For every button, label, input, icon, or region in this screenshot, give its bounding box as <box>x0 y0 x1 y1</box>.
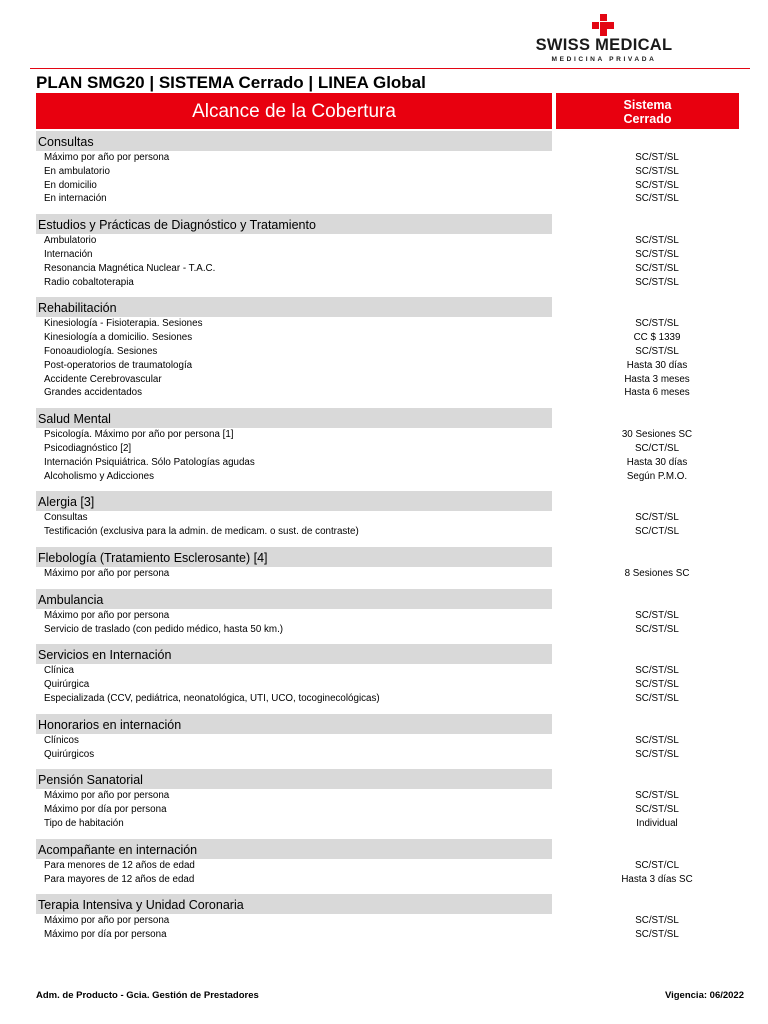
coverage-row <box>0 179 768 193</box>
coverage-item-label: Máximo por año por persona <box>44 609 170 621</box>
coverage-item-label: Tipo de habitación <box>44 817 124 829</box>
coverage-item-label: Internación Psiquiátrica. Sólo Patologías agudas <box>44 456 255 468</box>
coverage-row <box>0 442 768 456</box>
section-header: Honorarios en internación <box>36 714 552 734</box>
coverage-item-value: SC/ST/SL <box>635 179 679 191</box>
section-header: Terapia Intensiva y Unidad Coronaria <box>36 894 552 914</box>
coverage-item-label: Quirúrgicos <box>44 748 95 760</box>
coverage-section <box>0 769 768 830</box>
coverage-section <box>0 839 768 887</box>
coverage-item-value: Individual <box>636 817 678 829</box>
coverage-item-label: Máximo por año por persona <box>44 152 170 163</box>
coverage-item-label: En domicilio <box>44 179 97 191</box>
coverage-item-label: Máximo por año por persona <box>44 915 170 927</box>
coverage-item-value: SC/ST/SL <box>635 609 679 621</box>
coverage-item-label: En ambulatorio <box>44 165 110 177</box>
coverage-section <box>0 408 768 483</box>
coverage-item-value: SC/ST/SL <box>635 248 679 260</box>
coverage-item-label: Kinesiología a domicilio. Sesiones <box>44 332 193 344</box>
section-header: Consultas <box>36 131 552 151</box>
coverage-row <box>0 317 768 331</box>
coverage-row <box>0 817 768 831</box>
coverage-item-value: SC/ST/SL <box>635 804 679 816</box>
coverage-item-label: Consultas <box>44 512 88 524</box>
footer-validity: Vigencia: 06/2022 <box>664 990 744 1001</box>
coverage-row <box>0 262 768 276</box>
coverage-item-value: SC/ST/SL <box>635 929 679 941</box>
coverage-item-value: Hasta 3 días SC <box>621 873 693 885</box>
coverage-row <box>0 234 768 248</box>
coverage-item-label: Ambulatorio <box>44 235 97 247</box>
coverage-item-value: SC/ST/SL <box>635 152 679 163</box>
coverage-item-value: Hasta 30 días <box>626 456 688 468</box>
coverage-row <box>0 276 768 290</box>
coverage-item-value: SC/ST/SL <box>635 276 679 288</box>
coverage-row <box>0 428 768 442</box>
coverage-section <box>0 297 768 400</box>
coverage-item-label: Accidente Cerebrovascular <box>44 373 162 385</box>
coverage-row <box>0 165 768 179</box>
coverage-title-bar <box>36 93 552 129</box>
coverage-item-label: Especializada (CCV, pediátrica, neonatológica, UTI, UCO, tocoginecológicas) <box>44 692 380 704</box>
coverage-item-value: SC/ST/SL <box>635 235 679 247</box>
coverage-row <box>0 151 768 165</box>
coverage-item-label: Testificación (exclusiva para la admin. de medicam. o sust. de contraste) <box>44 526 359 538</box>
coverage-row <box>0 914 768 928</box>
brand-logo <box>534 14 674 64</box>
coverage-item-label: En internación <box>44 193 107 205</box>
coverage-row <box>0 734 768 748</box>
coverage-item-label: Alcoholismo y Adicciones <box>44 470 154 482</box>
section-header: Salud Mental <box>36 408 552 428</box>
coverage-row <box>0 345 768 359</box>
system-column-header <box>556 93 739 129</box>
coverage-item-label: Para mayores de 12 años de edad <box>44 873 195 885</box>
coverage-item-value: SC/ST/SL <box>635 193 679 205</box>
brand-tagline: MEDICINA PRIVADA <box>551 56 657 63</box>
brand-name: SWISS MEDICAL <box>535 36 673 54</box>
coverage-section <box>0 131 768 206</box>
section-header: Ambulancia <box>36 589 552 609</box>
coverage-row <box>0 525 768 539</box>
coverage-item-value: SC/ST/SL <box>635 734 679 746</box>
coverage-row <box>0 511 768 525</box>
coverage-item-value: SC/ST/CL <box>634 859 680 871</box>
coverage-item-value: SC/ST/SL <box>635 790 679 802</box>
coverage-item-label: Máximo por día por persona <box>44 804 167 816</box>
coverage-item-label: Grandes accidentados <box>44 387 143 399</box>
coverage-section <box>0 214 768 289</box>
coverage-row <box>0 623 768 637</box>
section-header: Alergia [3] <box>36 491 552 511</box>
coverage-row <box>0 664 768 678</box>
coverage-section <box>0 547 768 581</box>
coverage-item-label: Fonoaudiología. Sesiones <box>44 345 158 357</box>
section-header: Servicios en Internación <box>36 644 552 664</box>
coverage-item-value: SC/ST/SL <box>635 915 679 927</box>
coverage-item-label: Internación <box>44 248 93 260</box>
coverage-item-label: Máximo por año por persona <box>44 567 170 579</box>
coverage-section <box>0 491 768 539</box>
coverage-row <box>0 678 768 692</box>
system-column-line1: Sistema <box>623 98 672 112</box>
coverage-row <box>0 470 768 484</box>
header-divider <box>30 68 750 69</box>
coverage-row <box>0 789 768 803</box>
coverage-item-label: Radio cobaltoterapia <box>44 276 134 288</box>
section-header: Estudios y Prácticas de Diagnóstico y Tratamiento <box>36 214 552 234</box>
coverage-section <box>0 714 768 762</box>
coverage-row <box>0 248 768 262</box>
coverage-item-label: Post-operatorios de traumatología <box>44 359 193 371</box>
coverage-row <box>0 373 768 387</box>
coverage-item-value: SC/ST/SL <box>635 318 679 330</box>
section-header: Rehabilitación <box>36 297 552 317</box>
coverage-item-value: SC/ST/SL <box>635 665 679 677</box>
coverage-section <box>0 589 768 637</box>
coverage-item-value: SC/ST/SL <box>635 345 679 357</box>
coverage-item-value: SC/ST/SL <box>635 679 679 691</box>
coverage-item-value: SC/ST/SL <box>635 512 679 524</box>
coverage-item-value: SC/CT/SL <box>634 442 680 454</box>
system-column-line2: Cerrado <box>623 112 672 126</box>
coverage-row <box>0 192 768 206</box>
coverage-item-label: Psicodiagnóstico [2] <box>44 442 132 454</box>
coverage-section <box>0 894 768 942</box>
coverage-item-label: Kinesiología - Fisioterapia. Sesiones <box>44 318 203 330</box>
coverage-item-label: Para menores de 12 años de edad <box>44 859 195 871</box>
coverage-item-value: CC $ 1339 <box>633 332 681 344</box>
coverage-item-value: Según P.M.O. <box>626 470 688 482</box>
coverage-row <box>0 609 768 623</box>
coverage-item-label: Máximo por año por persona <box>44 790 170 802</box>
plan-title: PLAN SMG20 | SISTEMA Cerrado | LINEA Global <box>36 73 426 92</box>
coverage-item-value: SC/ST/SL <box>635 262 679 274</box>
coverage-row <box>0 692 768 706</box>
section-header: Acompañante en internación <box>36 839 552 859</box>
coverage-item-value: SC/ST/SL <box>635 623 679 635</box>
coverage-item-label: Servicio de traslado (con pedido médico, hasta 50 km.) <box>44 623 284 635</box>
coverage-item-value: Hasta 6 meses <box>624 387 690 399</box>
coverage-row <box>0 359 768 373</box>
coverage-item-label: Resonancia Magnética Nuclear - T.A.C. <box>44 262 216 274</box>
coverage-item-value: SC/ST/SL <box>635 165 679 177</box>
section-header: Pensión Sanatorial <box>36 769 552 789</box>
coverage-item-value: SC/CT/SL <box>634 526 680 538</box>
coverage-row <box>0 386 768 400</box>
coverage-row <box>0 748 768 762</box>
coverage-item-value: Hasta 30 días <box>626 359 688 371</box>
coverage-item-label: Clínica <box>44 665 74 677</box>
coverage-row <box>0 859 768 873</box>
coverage-item-value: Hasta 3 meses <box>624 373 690 385</box>
coverage-row <box>0 456 768 470</box>
coverage-title: Alcance de la Cobertura <box>192 101 396 122</box>
coverage-item-value: SC/ST/SL <box>635 692 679 704</box>
coverage-item-value: 8 Sesiones SC <box>624 567 690 579</box>
coverage-section <box>0 644 768 705</box>
coverage-row <box>0 928 768 942</box>
coverage-row <box>0 567 768 581</box>
coverage-row <box>0 803 768 817</box>
coverage-table <box>0 131 768 950</box>
section-header: Flebología (Tratamiento Esclerosante) [4] <box>36 547 552 567</box>
swiss-cross-icon <box>592 14 614 36</box>
coverage-item-value: SC/ST/SL <box>635 748 679 760</box>
coverage-row <box>0 331 768 345</box>
coverage-row <box>0 873 768 887</box>
coverage-item-value: 30 Sesiones SC <box>621 429 693 441</box>
coverage-item-label: Clínicos <box>44 734 79 746</box>
footer-department: Adm. de Producto - Gcia. Gestión de Prestadores <box>36 990 259 1001</box>
coverage-item-label: Quirúrgica <box>44 679 90 691</box>
coverage-item-label: Máximo por día por persona <box>44 929 167 941</box>
coverage-item-label: Psicología. Máximo por año por persona [1] <box>44 429 234 441</box>
